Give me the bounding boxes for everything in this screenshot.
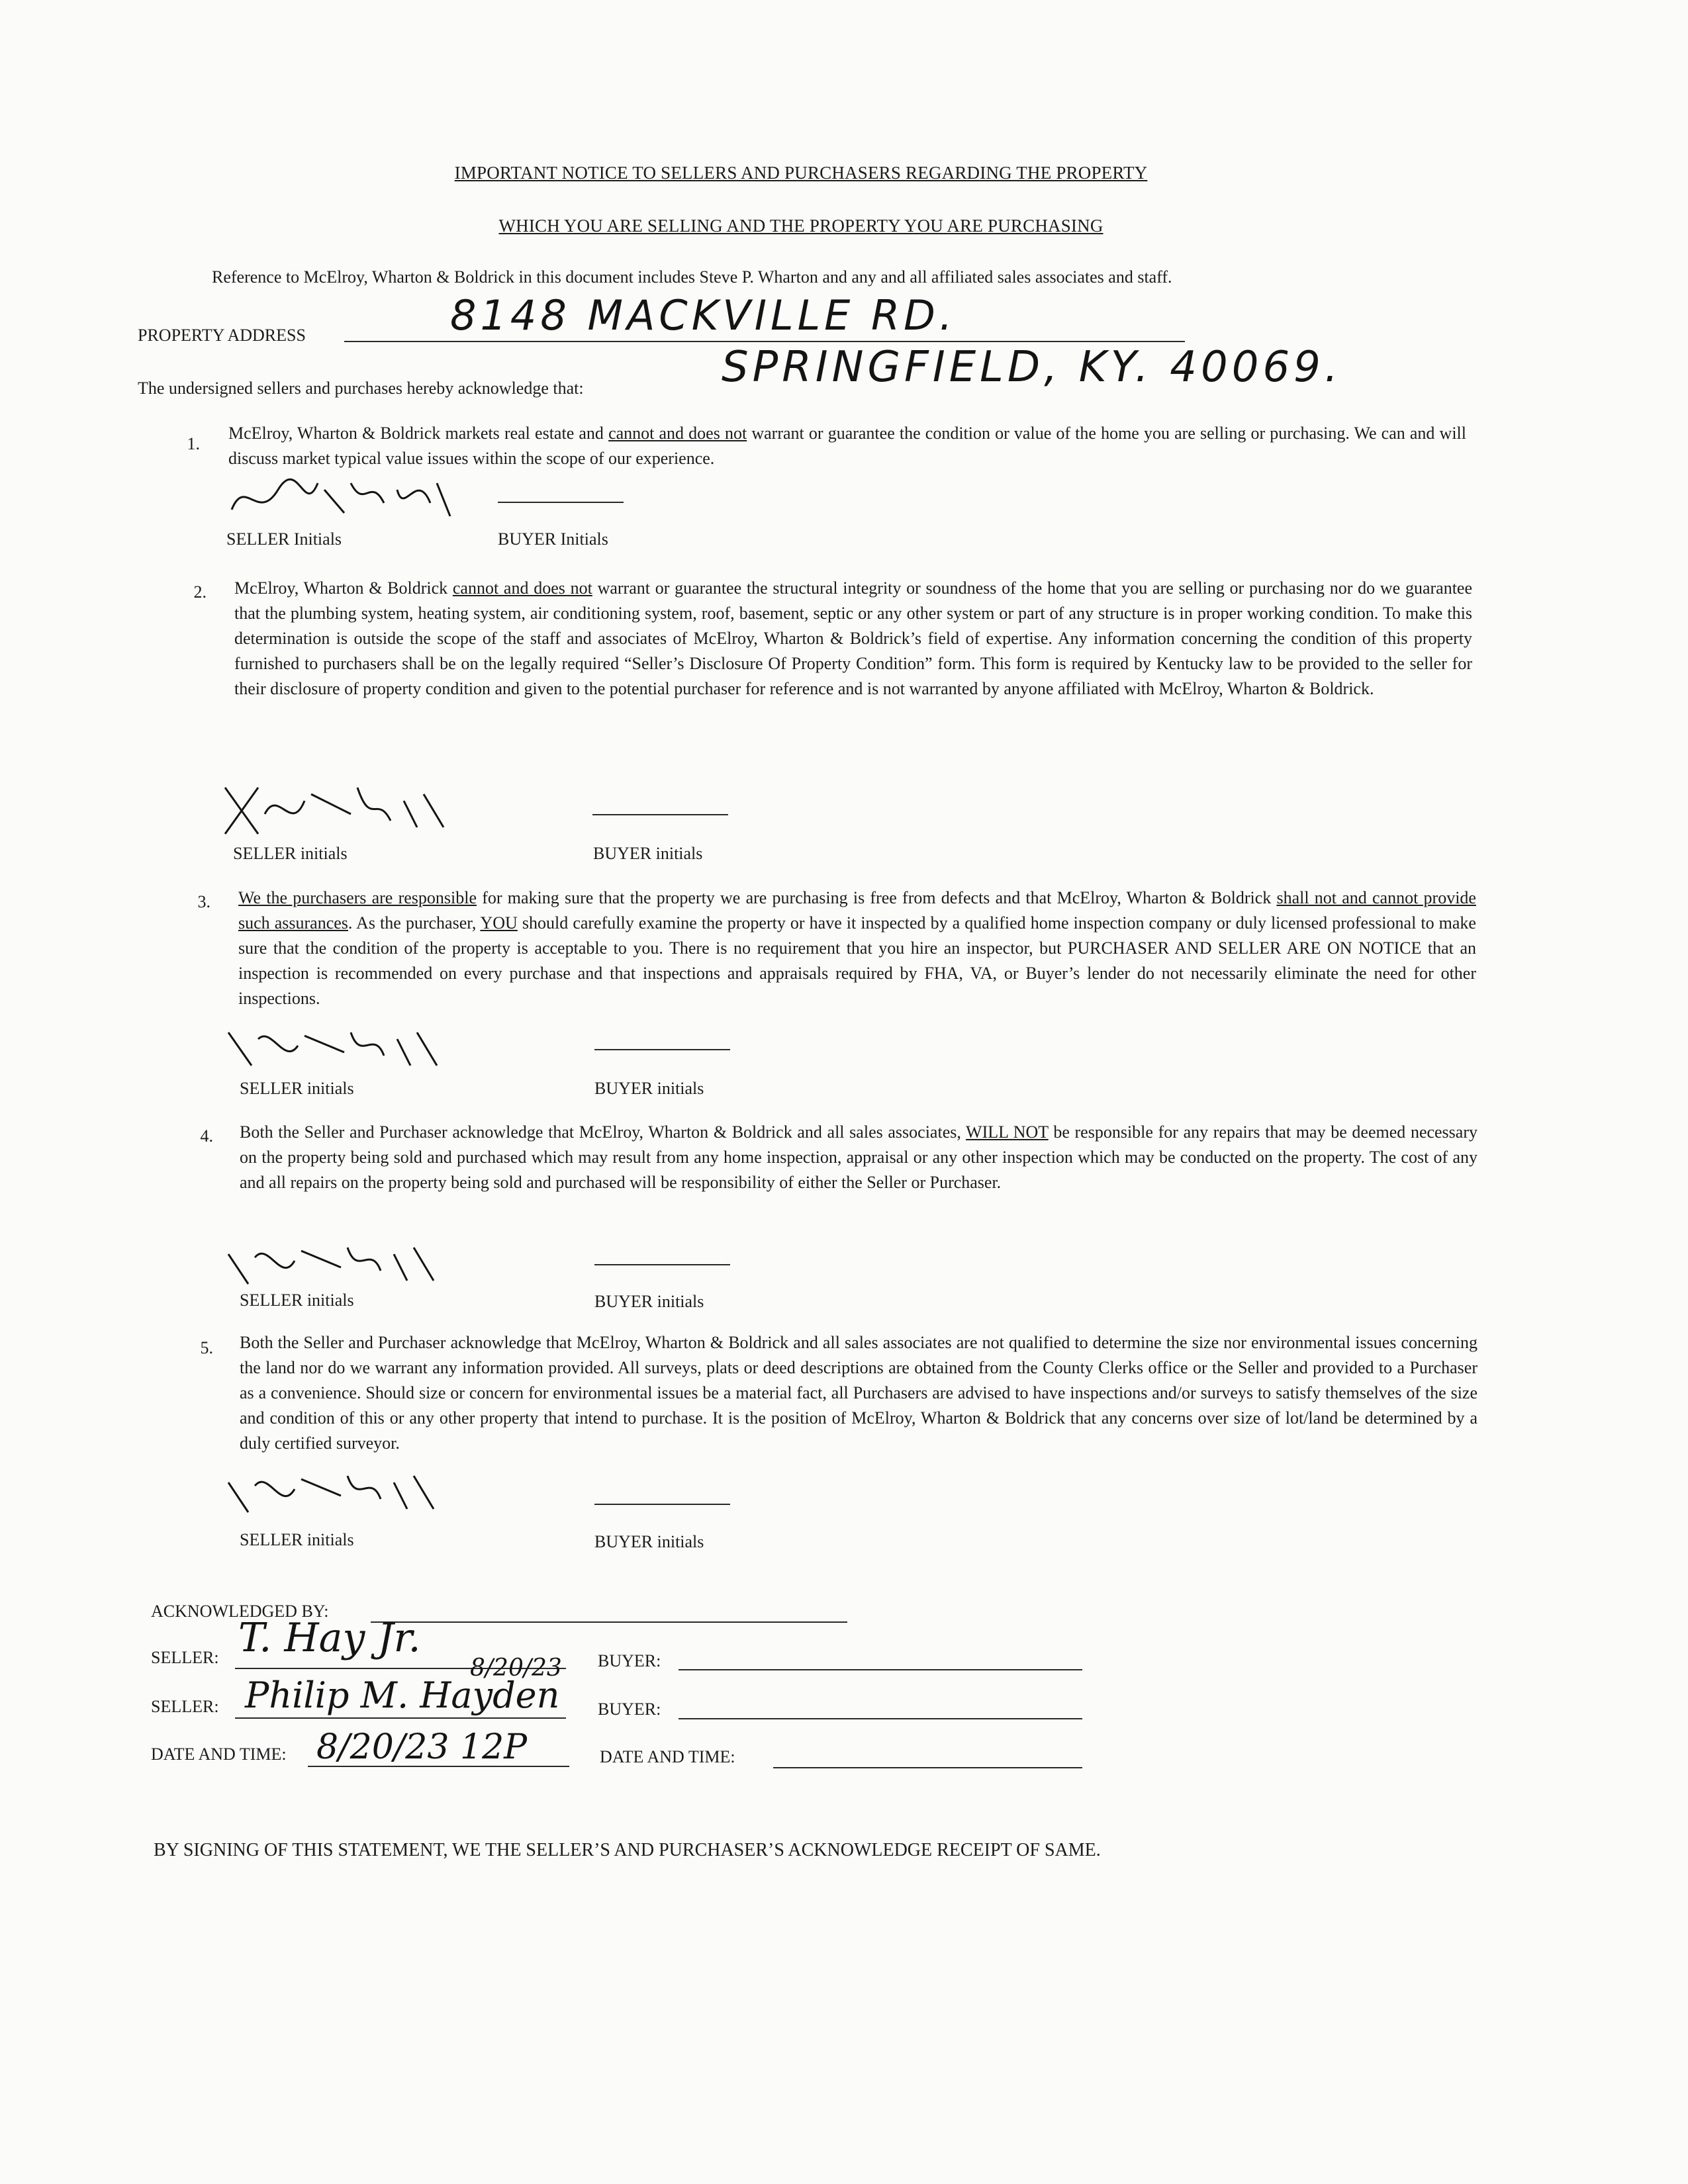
property-address-line [344, 341, 1185, 342]
clause-2-text: McElroy, Wharton & Boldrick cannot and does not warrant or guarantee the structural integrity or soundness of the home that you are selling or purchasing nor do we guarantee that the plumbing system, heating system, air conditioning system, roof, basement, septic or any other system or part of any structure is in proper working condition. To make this determination is outside the scope of the staff and associates of McElroy, Wharton & Boldrick’s field of expertise. Any information concerning the condition of this property furnished to purchasers shall be on the legally required “Seller’s Disclosure Of Property Condition” form. This form is required by Kentucky law to be provided to the seller for their disclosure of property condition and given to the potential purchaser for reference and is not warranted by anyone affiliated with McElroy, Wharton & Boldrick. [234, 578, 1472, 698]
clause-3-seller-initials-signature [218, 1013, 470, 1089]
clause-1-seller-initials-signature [218, 463, 470, 539]
buyer-1-line [679, 1669, 1082, 1670]
clause-3-number: 3. [197, 892, 211, 911]
seller-2-signature: Philip M. Hayden [245, 1674, 560, 1716]
clause-5-text: Both the Seller and Purchaser acknowledge that McElroy, Wharton & Boldrick and all sales associates are not qualified to determine the size nor environmental issues concerning the land nor do we warrant any information provided. All surveys, plats or deed descriptions are obtained from the County Clerks office or the Seller and provided to a Purchaser as a convenience. Should size or concern for environmental issues be a material fact, all Purchasers are advised to have inspections and/or surveys to satisfy themselves of the size and condition of this or any other property that intend to purchase. It is the position of McElroy, Wharton & Boldrick that any concerns over size of lot/land be determined by a duly certified surveyor. [240, 1333, 1477, 1453]
clause-3-seller-initials-label: SELLER initials [240, 1079, 354, 1098]
seller-2-signature-date: 8/20/23 [470, 1655, 562, 1682]
city-state-zip-handwritten: SPRINGFIELD, KY. 40069. [722, 343, 1342, 392]
clause-3-buyer-initials-line [594, 1049, 730, 1050]
clause-5-buyer-initials-line [594, 1504, 730, 1505]
notice-title-line2: WHICH YOU ARE SELLING AND THE PROPERTY YOU ARE PURCHASING [498, 216, 1103, 236]
property-address-label: PROPERTY ADDRESS [138, 326, 306, 345]
buyer-2-label: BUYER: [598, 1700, 661, 1719]
clause-1-seller-initials-label: SELLER Initials [226, 529, 342, 549]
clause-2-buyer-initials-label: BUYER initials [593, 844, 703, 863]
clause-5-seller-initials-label: SELLER initials [240, 1530, 354, 1549]
buyer-date-time-label: DATE AND TIME: [600, 1747, 735, 1766]
seller-2-line [235, 1717, 566, 1719]
buyer-2-line [679, 1718, 1082, 1719]
clause-1-number: 1. [187, 434, 200, 453]
clause-2-seller-initials-signature [218, 774, 470, 850]
clause-4-seller-initials-label: SELLER initials [240, 1291, 354, 1310]
property-address-handwritten: 8148 MACKVILLE RD. [450, 291, 957, 340]
seller-date-time-handwritten: 8/20/23 12P [316, 1727, 528, 1767]
seller-2-label: SELLER: [151, 1697, 219, 1716]
notice-title-line1: IMPORTANT NOTICE TO SELLERS AND PURCHASERS REGARDING THE PROPERTY [454, 163, 1148, 183]
clause-5-number: 5. [200, 1338, 213, 1357]
clause-2-number: 2. [193, 582, 207, 602]
acknowledged-by-line [371, 1621, 847, 1623]
clause-1-buyer-initials-label: BUYER Initials [498, 529, 608, 549]
clause-2-seller-initials-label: SELLER initials [233, 844, 348, 863]
clause-4-buyer-initials-label: BUYER initials [594, 1292, 704, 1311]
clause-5-seller-initials-signature [218, 1456, 470, 1532]
reference-statement: Reference to McElroy, Wharton & Boldrick in this document includes Steve P. Wharton and any and all affiliated sales associates and staff. [212, 267, 1172, 287]
seller-date-time-label: DATE AND TIME: [151, 1745, 287, 1764]
acknowledged-by-label: ACKNOWLEDGED BY: [151, 1602, 329, 1621]
seller-1-signature: T. Hay Jr. [238, 1615, 421, 1661]
clause-3-buyer-initials-label: BUYER initials [594, 1079, 704, 1098]
buyer-date-time-line [773, 1767, 1082, 1768]
acknowledge-label: The undersigned sellers and purchases hereby acknowledge that: [138, 379, 584, 398]
clause-4-number: 4. [200, 1126, 213, 1146]
clause-1-text: McElroy, Wharton & Boldrick markets real estate and cannot and does not warrant or guarantee the condition or value of the home you are selling or purchasing. We can and will discuss market typical value issues within the scope of our experience. [228, 424, 1467, 468]
clause-2-buyer-initials-line [592, 814, 728, 815]
acknowledgement-footer: BY SIGNING OF THIS STATEMENT, WE THE SELLER’S AND PURCHASER’S ACKNOWLEDGE RECEIPT OF SAME. [154, 1840, 1101, 1860]
clause-1-buyer-initials-line [498, 502, 624, 503]
clause-3-text: We the purchasers are responsible for making sure that the property we are purchasing is free from defects and that McElroy, Wharton & Boldrick shall not and cannot provide such assurances. As the purchaser, YOU should carefully examine the property or have it inspected by a qualified home inspection company or duly licensed professional to make sure that the condition of the property is acceptable to you. There is no requirement that you hire an inspector, but PURCHASER AND SELLER ARE ON NOTICE that an inspection is recommended on every purchase and that inspections and appraisals required by FHA, VA, or Buyer’s lender do not necessarily eliminate the need for other inspections. [238, 888, 1476, 1008]
seller-1-label: SELLER: [151, 1648, 219, 1667]
clause-4-buyer-initials-line [594, 1264, 730, 1265]
buyer-1-label: BUYER: [598, 1651, 661, 1670]
clause-5-buyer-initials-label: BUYER initials [594, 1532, 704, 1551]
clause-4-text: Both the Seller and Purchaser acknowledge that McElroy, Wharton & Boldrick and all sales associates, WILL NOT be responsible for any repairs that may be deemed necessary on the property being sold and purchased which may result from any home inspection, appraisal or any other inspection which may be conducted on the property. The cost of any and all repairs on the property being sold and purchased will be responsibility of either the Seller or Purchaser. [240, 1122, 1477, 1192]
